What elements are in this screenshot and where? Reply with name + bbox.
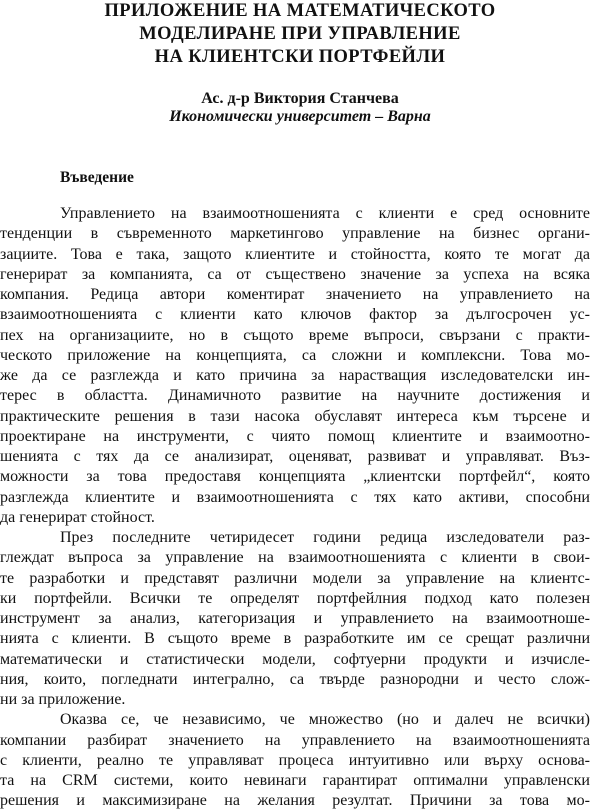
- text-line: пех на организациите, но в същото време въпроси, свързани с практи-: [0, 326, 590, 344]
- text-line: же да се разглежда и като причина за нарастващия изследователски ин-: [0, 367, 590, 384]
- text-line: генерират за компанията, са от съществено значение за успеха на всяка: [0, 265, 590, 283]
- text-line: те разработки и представят различни модели за управление на клиентс-: [0, 569, 590, 587]
- text-line: решения и максимизиране на желания резултат. Причини за това мо-: [0, 792, 590, 810]
- paragraph: [0, 204, 600, 528]
- text-line: компания. Редица автори коментират значението на управлението на: [0, 286, 590, 303]
- text-line: Оказва се, че независимо, че множество (но и далеч не всички): [60, 711, 590, 729]
- paragraph: [0, 710, 600, 811]
- text-line: та на CRM системи, които невинаги гарантират оптимални управленски: [0, 772, 590, 789]
- section-heading: Въведение: [60, 169, 134, 186]
- text-line: проектиране на инструменти, с чиято помощ клиентите и взаимоотно-: [0, 427, 590, 445]
- text-line: математически и статистически модели, софтуерни продукти и изчисле-: [0, 650, 590, 668]
- author-affiliation: Икономически университет – Варна: [169, 108, 431, 125]
- text-line: разглежда клиентите и взаимоотношенията с тях като активи, способни: [0, 488, 590, 506]
- title-line: НА КЛИЕНТСКИ ПОРТФЕЙЛИ: [154, 47, 446, 67]
- paragraph: [0, 528, 600, 710]
- title-line: ПРИЛОЖЕНИЕ НА МАТЕМАТИЧЕСКОТО: [104, 1, 496, 21]
- text-line: ки портфейли. Всички те определят портфейлния подход като полезен: [0, 589, 590, 607]
- text-line: През последните четиридесет години редица изследователи раз-: [60, 529, 590, 546]
- text-line: с клиенти, реално те управляват процеса интуитивно или върху основа-: [0, 751, 590, 769]
- text-line: шенията с тях да се анализират, оценяват, развиват и управляват. Въз-: [0, 448, 590, 465]
- text-line: инструмент за анализ, категоризация и управлението на взаимоотноше-: [0, 610, 590, 627]
- author-name: Ас. д-р Виктория Станчева: [201, 90, 399, 107]
- text-line: зациите. Това е така, защото клиентите и стойността, която те могат да: [0, 245, 590, 263]
- text-line: терес в областта. Динамичното развитие на научните достижения и: [0, 387, 590, 405]
- text-line: Управлението на взаимоотношенията с клиенти е сред основните: [60, 205, 590, 222]
- text-line: ческото приложение на концепцията, са сложни и комплексни. Това мо-: [0, 346, 590, 364]
- body-text: [0, 204, 600, 812]
- text-line: можности за това предоставя концепцията „клиентски портфейл“, която: [0, 468, 590, 486]
- text-line: да генерират стойност.: [0, 508, 155, 526]
- text-line: тенденции в съвременното маркетингово управление на бизнес органи-: [0, 225, 590, 243]
- text-line: взаимоотношенията с клиенти като ключов фактор за дългосрочен ус-: [0, 306, 590, 324]
- text-line: компании разбират значението на управлението на взаимоотношенията: [0, 731, 590, 749]
- title-line: МОДЕЛИРАНЕ ПРИ УПРАВЛЕНИЕ: [139, 24, 461, 44]
- text-line: ния, които, погледнати интегрално, са твърде разнородни и често слож-: [0, 670, 590, 688]
- paper-title: [60, 0, 540, 69]
- text-line: практическите решения в тази насока обуславят интереса към търсене и: [0, 407, 590, 425]
- text-line: ни за приложение.: [0, 691, 126, 708]
- text-line: глеждат въпроса за управление на взаимоотношенията с клиенти в свои-: [0, 549, 590, 567]
- text-line: нията с клиенти. В същото време в разработките им се срещат различни: [0, 630, 590, 648]
